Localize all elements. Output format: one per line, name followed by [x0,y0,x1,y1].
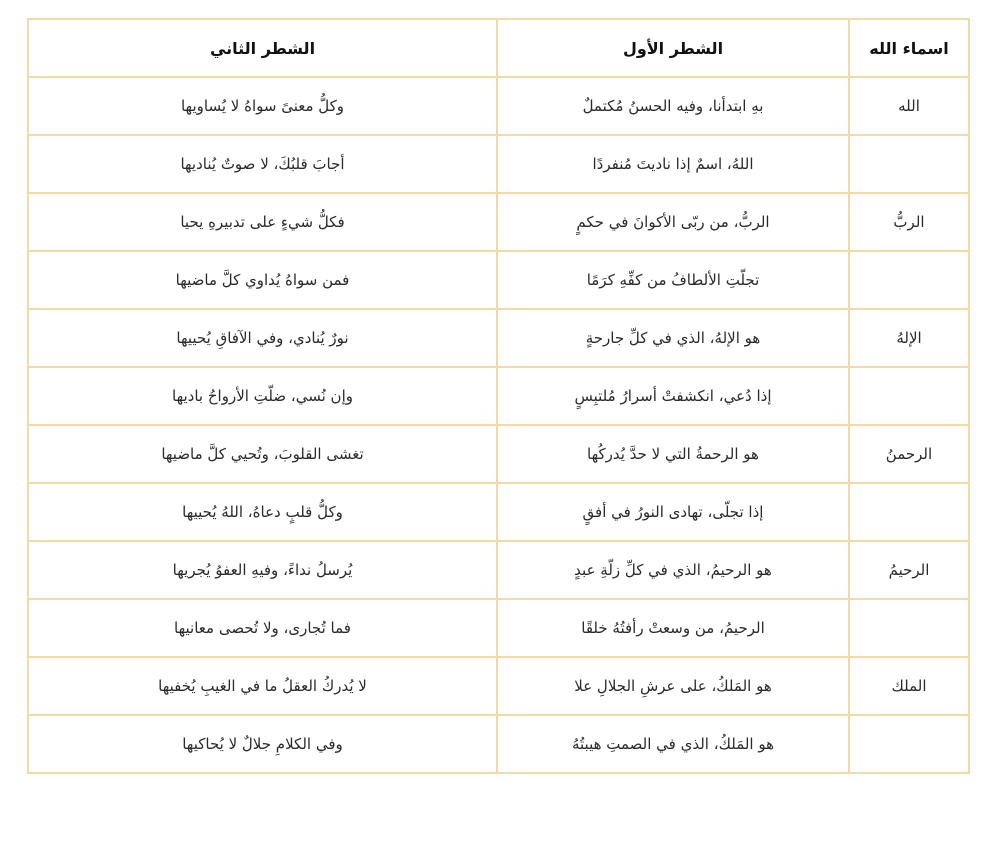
first-hemistich-cell: هو الرحمةُ التي لا حدَّ يُدركُها [497,425,849,483]
table-row [28,251,969,309]
second-hemistich-cell: نورٌ يُنادي، وفي الآفاقِ يُحييها [28,309,497,367]
second-hemistich-cell: وإن نُسي، ضلّتِ الأرواحُ باديها [28,367,497,425]
name-cell: الملك [849,657,969,715]
second-hemistich-cell: وكلُّ معنىً سواهُ لا يُساويها [28,77,497,135]
second-hemistich-cell: فما تُجارى، ولا تُحصى معانيها [28,599,497,657]
name-cell: الربُّ [849,193,969,251]
first-hemistich-cell: إذا تجلّى، تهادى النورُ في أفقٍ [497,483,849,541]
second-hemistich-cell: فكلُّ شيءٍ على تدبيرهِ يحيا [28,193,497,251]
name-cell: الإلهُ [849,309,969,367]
table-row [28,309,969,367]
second-hemistich-cell: أجابَ قلبُكَ، لا صوتٌ يُناديها [28,135,497,193]
first-hemistich-cell: الرحيمُ، من وسعتْ رأفتُهُ خلقًا [497,599,849,657]
table-row [28,657,969,715]
name-cell [849,135,969,193]
header-first-hemistich: الشطر الأول [497,19,849,77]
first-hemistich-cell: هو الرحيمُ، الذي في كلِّ زلّةِ عبدٍ [497,541,849,599]
first-hemistich-cell: تجلّتِ الألطافُ من كفِّهِ كرَمًا [497,251,849,309]
first-hemistich-cell: هو المَلكُ، الذي في الصمتِ هيبتُهُ [497,715,849,773]
second-hemistich-cell: وفي الكلامِ جلالٌ لا يُحاكيها [28,715,497,773]
name-cell [849,599,969,657]
first-hemistich-cell: إذا دُعي، انكشفتْ أسرارُ مُلتبِسٍ [497,367,849,425]
table-row [28,135,969,193]
second-hemistich-cell: لا يُدركُ العقلُ ما في الغيبِ يُخفيها [28,657,497,715]
first-hemistich-cell: هو المَلكُ، على عرشِ الجلالِ علا [497,657,849,715]
name-cell: الله [849,77,969,135]
table-row [28,193,969,251]
table-row [28,367,969,425]
table-row [28,77,969,135]
name-cell: الرحيمُ [849,541,969,599]
first-hemistich-cell: اللهُ، اسمٌ إذا ناديتَ مُنفردًا [497,135,849,193]
name-cell [849,367,969,425]
first-hemistich-cell: الربُّ، من ربّى الأكوانَ في حكمٍ [497,193,849,251]
first-hemistich-cell: هو الإلهُ، الذي في كلِّ جارحةٍ [497,309,849,367]
table-row [28,541,969,599]
table-header-row [28,19,969,77]
name-cell [849,715,969,773]
name-cell [849,483,969,541]
second-hemistich-cell: تغشى القلوبَ، وتُحيي كلَّ ماضيها [28,425,497,483]
second-hemistich-cell: فمن سواهُ يُداوي كلَّ ماضيها [28,251,497,309]
name-cell: الرحمنُ [849,425,969,483]
table-row [28,425,969,483]
poem-table [27,18,970,774]
second-hemistich-cell: يُرسلُ نداءً، وفيهِ العفوُ يُجريها [28,541,497,599]
first-hemistich-cell: بهِ ابتدأنا، وفيه الحسنُ مُكتملٌ [497,77,849,135]
second-hemistich-cell: وكلُّ قلبٍ دعاهُ، اللهُ يُحييها [28,483,497,541]
header-names: اسماء الله [849,19,969,77]
table-row [28,599,969,657]
table-row [28,715,969,773]
name-cell [849,251,969,309]
header-second-hemistich: الشطر الثاني [28,19,497,77]
table-row [28,483,969,541]
